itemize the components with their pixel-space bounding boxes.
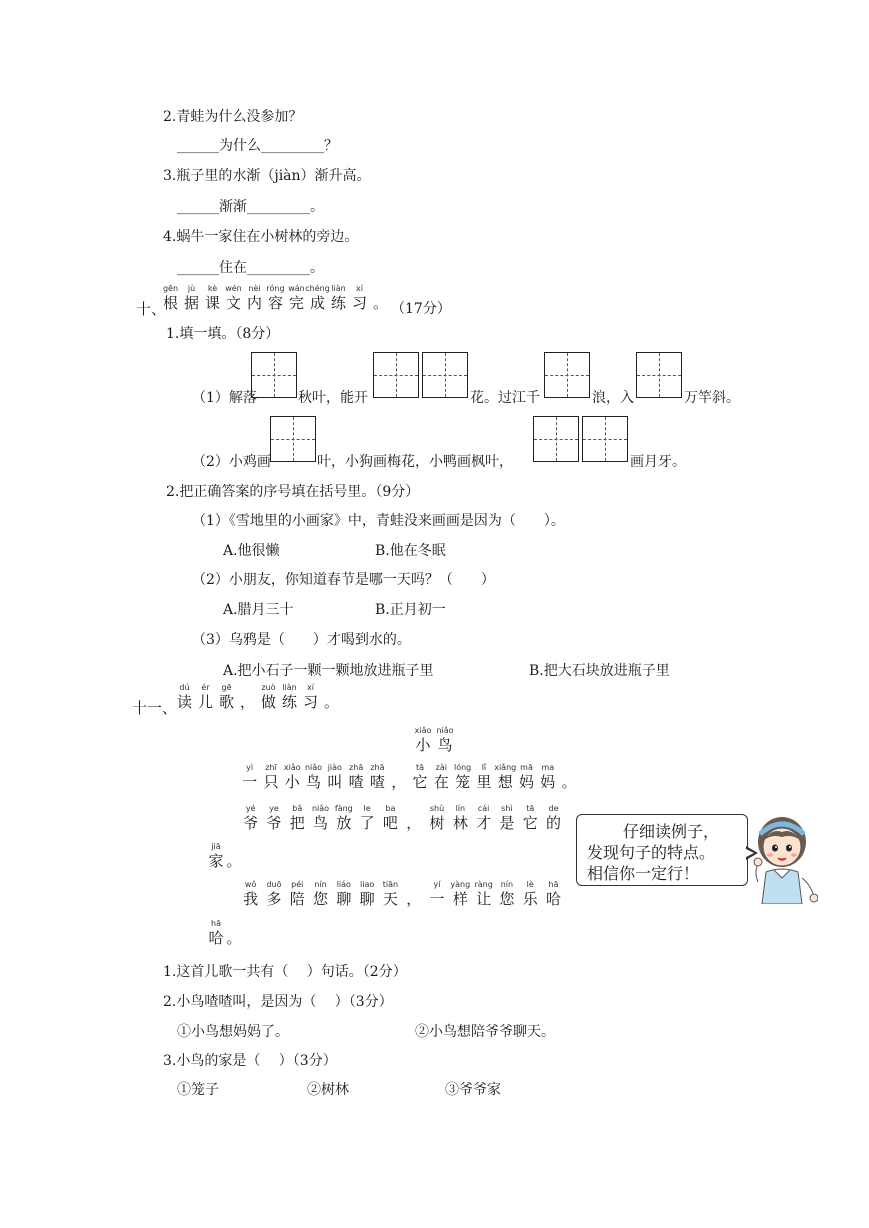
- hanzi: 鸟: [437, 736, 453, 754]
- tianzi-box[interactable]: [544, 352, 590, 398]
- pinyin: tiān: [382, 880, 399, 889]
- pinyin: yé: [245, 804, 256, 813]
- pinyin: zhā: [370, 763, 385, 772]
- pinyin-char: [225, 919, 243, 947]
- hanzi: 它: [522, 814, 538, 832]
- pinyin-char: [431, 763, 452, 791]
- pinyin: niǎo: [311, 804, 330, 813]
- pinyin-char: [558, 763, 579, 791]
- pinyin-char: [207, 842, 225, 870]
- pinyin: tā: [526, 804, 535, 813]
- pinyin-char: [495, 763, 516, 791]
- hanzi: 一: [429, 890, 445, 908]
- pinyin-char: [519, 804, 542, 832]
- fill-line1-part2: 秋叶，能开: [298, 390, 368, 406]
- hanzi: 才: [476, 814, 492, 832]
- pinyin-char: [286, 284, 307, 312]
- pinyin: tā: [416, 763, 425, 772]
- pinyin: xiǎng: [494, 763, 517, 772]
- hanzi: 一: [242, 773, 258, 791]
- mc2-option-b: B.正月初一: [375, 602, 446, 618]
- q9-item3-fill: ______渐渐_________。: [177, 199, 324, 215]
- pinyin: dú: [179, 683, 190, 692]
- hanzi: 它: [412, 773, 428, 791]
- hanzi: 爷: [266, 814, 282, 832]
- pinyin: duō: [266, 880, 282, 889]
- pinyin-char: [519, 880, 542, 908]
- pinyin: liàn: [282, 683, 297, 692]
- pinyin: wán: [288, 284, 305, 293]
- pinyin: zài: [435, 763, 447, 772]
- pinyin-char: [495, 804, 518, 832]
- pinyin: xiǎo: [283, 763, 301, 772]
- fill-line1-part1: （1）解落: [192, 390, 257, 406]
- tianzi-box[interactable]: [636, 352, 682, 398]
- pinyin: xí: [307, 683, 314, 692]
- hanzi: 小: [284, 773, 300, 791]
- pinyin: gēn: [162, 284, 179, 293]
- q10-number: 十、: [136, 300, 167, 318]
- pinyin-char: [174, 683, 195, 711]
- pinyin: zhī: [265, 763, 277, 772]
- pinyin: shù: [429, 804, 445, 813]
- hanzi: 放: [336, 814, 352, 832]
- poem-line-5: [207, 919, 243, 947]
- hanzi: 想: [497, 773, 513, 791]
- hanzi: 聊: [336, 890, 352, 908]
- pinyin-char: [402, 880, 425, 908]
- hanzi: 喳: [348, 773, 364, 791]
- pinyin-char: [303, 763, 324, 791]
- pinyin-char: [260, 763, 281, 791]
- q10-score: （17分）: [391, 301, 451, 317]
- q11-sub3-option-c: ③爷爷家: [445, 1082, 501, 1098]
- pinyin-char: [332, 880, 355, 908]
- hanzi: 。: [561, 773, 577, 791]
- q10-sub1: 1.填一填。（8分）: [166, 326, 280, 342]
- hanzi: 您: [499, 890, 515, 908]
- hanzi: 容: [267, 294, 283, 312]
- hanzi: 喳: [369, 773, 385, 791]
- q11-sub3: 3.小鸟的家是（ ）（3分）: [163, 1053, 337, 1069]
- hanzi: 妈: [540, 773, 556, 791]
- hanzi: 完: [288, 294, 304, 312]
- bubble-line-1: 仔细读例子，: [623, 822, 720, 841]
- hanzi: 哈: [546, 890, 562, 908]
- hanzi: 里: [476, 773, 492, 791]
- hanzi: 鸟: [313, 814, 329, 832]
- pinyin-char: [321, 683, 342, 711]
- pinyin: hā: [548, 880, 559, 889]
- pinyin: zhā: [349, 763, 364, 772]
- q10-sub2: 2.把正确答案的序号填在括号里。（9分）: [166, 484, 420, 500]
- q11-sub2-option-b: ②小鸟想陪爷爷聊天。: [415, 1024, 555, 1040]
- pinyin-char: [239, 804, 262, 832]
- pinyin-char: [307, 284, 328, 312]
- pinyin-char: [262, 804, 285, 832]
- pinyin: chéng: [305, 284, 330, 293]
- pinyin: róng: [266, 284, 285, 293]
- hanzi: 让: [476, 890, 492, 908]
- pinyin-char: [452, 763, 473, 791]
- hanzi: 的: [546, 814, 562, 832]
- pinyin: péi: [291, 880, 304, 889]
- pinyin-char: [402, 804, 425, 832]
- pinyin-char: [472, 880, 495, 908]
- hanzi: 家: [208, 852, 224, 870]
- pinyin: ràng: [474, 880, 493, 889]
- hanzi: 只: [263, 773, 279, 791]
- hanzi: ，: [406, 814, 422, 832]
- pinyin-char: [223, 284, 244, 312]
- pinyin-char: [207, 919, 225, 947]
- hanzi: 妈: [519, 773, 535, 791]
- hanzi: 鸟: [306, 773, 322, 791]
- hanzi: 您: [313, 890, 329, 908]
- fill-line1-part5: 万竿斜。: [684, 390, 740, 406]
- pinyin: niǎo: [304, 763, 323, 772]
- pinyin-char: [473, 763, 494, 791]
- hanzi: 爷: [243, 814, 259, 832]
- pinyin: de: [548, 804, 559, 813]
- mc1-option-b: B.他在冬眠: [375, 543, 446, 559]
- pinyin-char: [279, 683, 300, 711]
- pinyin-char: [472, 804, 495, 832]
- hanzi: 叫: [327, 773, 343, 791]
- q11-number: 十一、: [132, 699, 178, 717]
- pinyin: lǐ: [481, 763, 487, 772]
- q11-sub3-option-a: ①笼子: [177, 1082, 219, 1098]
- pinyin-char: [355, 880, 378, 908]
- pinyin-char: [412, 726, 434, 754]
- hanzi: 成: [309, 294, 325, 312]
- pinyin: lóng: [453, 763, 472, 772]
- mc3-question: （3）乌鸦是（ ）才喝到水的。: [192, 632, 411, 648]
- mc2-question: （2）小朋友，你知道春节是哪一天吗？（ ）: [192, 572, 495, 588]
- hint-speech-bubble: [576, 814, 748, 886]
- pinyin-char: [349, 284, 370, 312]
- hanzi: 陪: [289, 890, 305, 908]
- pinyin: fàng: [334, 804, 353, 813]
- bubble-line-3: 相信你一定行！: [587, 864, 700, 883]
- pinyin-char: [425, 804, 448, 832]
- pinyin-char: [542, 880, 565, 908]
- pinyin: niǎo: [436, 726, 454, 735]
- pinyin: jiào: [327, 763, 342, 772]
- hanzi: 在: [433, 773, 449, 791]
- pinyin: wǒ: [244, 880, 257, 889]
- hanzi: ，: [239, 693, 255, 711]
- pinyin-char: [195, 683, 216, 711]
- pinyin-char: [282, 763, 303, 791]
- pinyin: xí: [356, 284, 363, 293]
- hanzi: 儿: [197, 693, 213, 711]
- poem-line-3: [207, 842, 243, 870]
- pinyin-char: [237, 683, 258, 711]
- pinyin: liáo: [336, 880, 351, 889]
- pinyin-char: [332, 804, 355, 832]
- pinyin-char: [239, 880, 262, 908]
- pinyin-char: [202, 284, 223, 312]
- hanzi: 聊: [359, 890, 375, 908]
- hanzi: ，: [391, 773, 407, 791]
- pinyin: nèi: [248, 284, 261, 293]
- hanzi: 。: [226, 929, 242, 947]
- pinyin: ma: [541, 763, 555, 772]
- pinyin-char: [324, 763, 345, 791]
- pinyin: zuò: [261, 683, 276, 692]
- pinyin-char: [542, 804, 565, 832]
- hanzi: 读: [176, 693, 192, 711]
- pinyin: liàn: [331, 284, 346, 293]
- fill-line2-part1: （2）小鸡画: [192, 454, 271, 470]
- pinyin-char: [160, 284, 181, 312]
- poem-line-2: [239, 804, 565, 832]
- pinyin-char: [516, 763, 537, 791]
- q9-item2: 2.青蛙为什么没参加？: [163, 109, 303, 125]
- hanzi: 文: [225, 294, 241, 312]
- pinyin: yí: [433, 880, 441, 889]
- q10-title: [160, 284, 391, 312]
- pinyin-char: [225, 842, 243, 870]
- hanzi: 。: [323, 693, 339, 711]
- q11-title: [174, 683, 342, 711]
- poem-line-1: [239, 763, 580, 791]
- pinyin: xiǎo: [414, 726, 432, 735]
- hanzi: 内: [246, 294, 262, 312]
- pinyin-char: [345, 763, 366, 791]
- pinyin-char: [355, 804, 378, 832]
- pinyin: hā: [211, 919, 221, 928]
- pinyin-char: [216, 683, 237, 711]
- hanzi: 习: [351, 294, 367, 312]
- pinyin-char: [181, 284, 202, 312]
- pinyin: liao: [360, 880, 375, 889]
- hanzi: 是: [499, 814, 515, 832]
- fill-line2-part2: 叶，小狗画梅花，小鸭画枫叶，: [317, 454, 513, 470]
- pinyin: wén: [225, 284, 242, 293]
- hanzi: 练: [281, 693, 297, 711]
- hanzi: 林: [452, 814, 468, 832]
- pinyin: lín: [455, 804, 466, 813]
- pinyin-char: [367, 763, 388, 791]
- pinyin: ér: [201, 683, 210, 692]
- pinyin-char: [449, 804, 472, 832]
- hanzi: 了: [359, 814, 375, 832]
- pinyin-char: [449, 880, 472, 908]
- tianzi-box[interactable]: [251, 352, 297, 398]
- mc3-option-b: B.把大石块放进瓶子里: [529, 663, 670, 679]
- hanzi: 笼: [455, 773, 471, 791]
- pinyin: jiā: [211, 842, 221, 851]
- pinyin-char: [265, 284, 286, 312]
- pinyin-char: [434, 726, 456, 754]
- pinyin: gē: [221, 683, 232, 692]
- hanzi: 据: [183, 294, 199, 312]
- pinyin: cái: [477, 804, 490, 813]
- q9-item4: 4.蜗牛一家住在小树林的旁边。: [163, 229, 359, 245]
- poem-title: [412, 726, 456, 754]
- tianzi-box[interactable]: [422, 352, 468, 398]
- pinyin: nín: [314, 880, 327, 889]
- fill-line1-part3: 花。过江千: [470, 390, 540, 406]
- pinyin-char: [262, 880, 285, 908]
- q9-item4-fill: ______住在_________。: [177, 260, 324, 276]
- hanzi: 天: [382, 890, 398, 908]
- pinyin: ba: [385, 804, 396, 813]
- pinyin: bǎ: [292, 804, 303, 813]
- pinyin-char: [244, 284, 265, 312]
- pinyin: yì: [246, 763, 254, 772]
- pinyin-char: [309, 804, 332, 832]
- girl-illustration: [752, 812, 818, 904]
- hanzi: 小: [415, 736, 431, 754]
- q11-sub3-option-b: ②树林: [307, 1082, 349, 1098]
- mc2-option-a: A.腊月三十: [223, 602, 294, 618]
- pinyin-char: [537, 763, 558, 791]
- pinyin: ye: [269, 804, 279, 813]
- tianzi-box[interactable]: [582, 416, 628, 462]
- tianzi-box[interactable]: [270, 416, 316, 462]
- hanzi: ，: [406, 890, 422, 908]
- q11-sub1: 1.这首儿歌一共有（ ）句话。（2分）: [163, 964, 407, 980]
- pinyin-char: [286, 880, 309, 908]
- hanzi: 。: [226, 852, 242, 870]
- tianzi-box[interactable]: [533, 416, 579, 462]
- pinyin: kè: [207, 284, 218, 293]
- hanzi: 把: [289, 814, 305, 832]
- q9-item2-fill: ______为什么_________？: [177, 138, 338, 154]
- pinyin-char: [495, 880, 518, 908]
- pinyin-char: [286, 804, 309, 832]
- hanzi: 根: [162, 294, 178, 312]
- hanzi: 样: [452, 890, 468, 908]
- pinyin: jù: [187, 284, 196, 293]
- pinyin-char: [300, 683, 321, 711]
- mc1-option-a: A.他很懒: [223, 543, 280, 559]
- pinyin-char: [388, 763, 409, 791]
- bubble-line-2: 发现句子的特点。: [587, 843, 716, 862]
- fill-line2-part3: 画月牙。: [630, 454, 686, 470]
- hanzi: 做: [260, 693, 276, 711]
- q11-sub2: 2.小鸟喳喳叫，是因为（ ）（3分）: [163, 994, 393, 1010]
- hanzi: 吧: [382, 814, 398, 832]
- q9-item3: 3.瓶子里的水渐（jiàn）渐升高。: [163, 168, 371, 184]
- mc1-question: （1）《雪地里的小画家》中，青蛙没来画画是因为（ ）。: [192, 513, 565, 529]
- hanzi: 习: [302, 693, 318, 711]
- pinyin: nín: [500, 880, 514, 889]
- hanzi: 树: [429, 814, 445, 832]
- hanzi: 课: [204, 294, 220, 312]
- hanzi: 我: [243, 890, 259, 908]
- hanzi: 歌: [218, 693, 234, 711]
- hanzi: 多: [266, 890, 282, 908]
- tianzi-box[interactable]: [373, 352, 419, 398]
- pinyin-char: [409, 763, 430, 791]
- pinyin-char: [379, 804, 402, 832]
- hanzi: 乐: [522, 890, 538, 908]
- pinyin-char: [425, 880, 448, 908]
- mc3-option-a: A.把小石子一颗一颗地放进瓶子里: [223, 663, 434, 679]
- pinyin-char: [258, 683, 279, 711]
- q11-sub2-option-a: ①小鸟想妈妈了。: [177, 1024, 289, 1040]
- hanzi: 哈: [208, 929, 224, 947]
- pinyin-char: [370, 284, 391, 312]
- poem-line-4: [239, 880, 565, 908]
- pinyin-char: [379, 880, 402, 908]
- hanzi: 。: [372, 294, 388, 312]
- pinyin-char: [309, 880, 332, 908]
- pinyin: le: [363, 804, 371, 813]
- pinyin: lè: [526, 880, 534, 889]
- pinyin: mā: [520, 763, 533, 772]
- pinyin: shì: [501, 804, 513, 813]
- pinyin-char: [239, 763, 260, 791]
- hanzi: 练: [330, 294, 346, 312]
- pinyin-char: [328, 284, 349, 312]
- pinyin: yàng: [450, 880, 471, 889]
- fill-line1-part4: 浪，入: [592, 390, 634, 406]
